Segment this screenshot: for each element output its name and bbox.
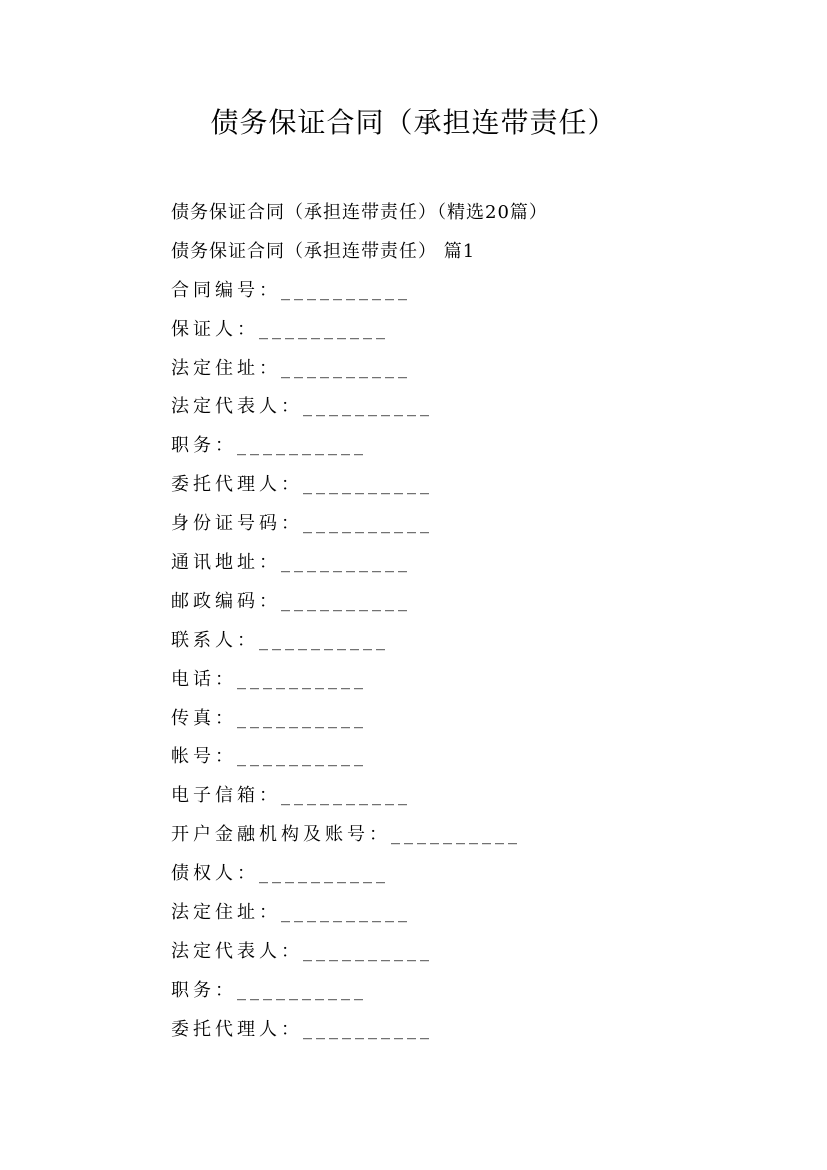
document-line: 通讯地址：__________	[171, 552, 411, 574]
document-line: 电话：__________	[171, 668, 367, 690]
document-line: 电子信箱：__________	[171, 785, 411, 807]
document-line: 债务保证合同（承担连带责任）（精选20篇）	[171, 202, 548, 223]
document-line: 职务：__________	[171, 435, 367, 457]
document-body	[171, 194, 791, 1050]
document-line: 债务保证合同（承担连带责任） 篇1	[171, 240, 476, 262]
document-title: 债务保证合同（承担连带责任）	[210, 106, 617, 139]
document-line: 开户金融机构及账号：__________	[171, 824, 521, 846]
document-line: 联系人：__________	[171, 629, 389, 651]
document-line: 传真：__________	[171, 707, 367, 729]
document-line: 合同编号：__________	[171, 279, 411, 301]
document-line: 职务：__________	[171, 979, 367, 1001]
document-line: 帐号：__________	[171, 746, 367, 768]
document-line: 法定住址：__________	[171, 357, 411, 379]
document-line: 债权人：__________	[171, 863, 389, 885]
document-line: 邮政编码：__________	[171, 590, 411, 612]
document-line: 身份证号码：__________	[171, 513, 433, 535]
document-line: 法定代表人：__________	[171, 940, 433, 962]
document-line: 法定住址：__________	[171, 902, 411, 924]
document-line: 委托代理人：__________	[171, 474, 433, 496]
document-line: 委托代理人：__________	[171, 1018, 433, 1040]
document-line: 保证人：__________	[171, 318, 389, 340]
document-line: 法定代表人：__________	[171, 396, 433, 418]
